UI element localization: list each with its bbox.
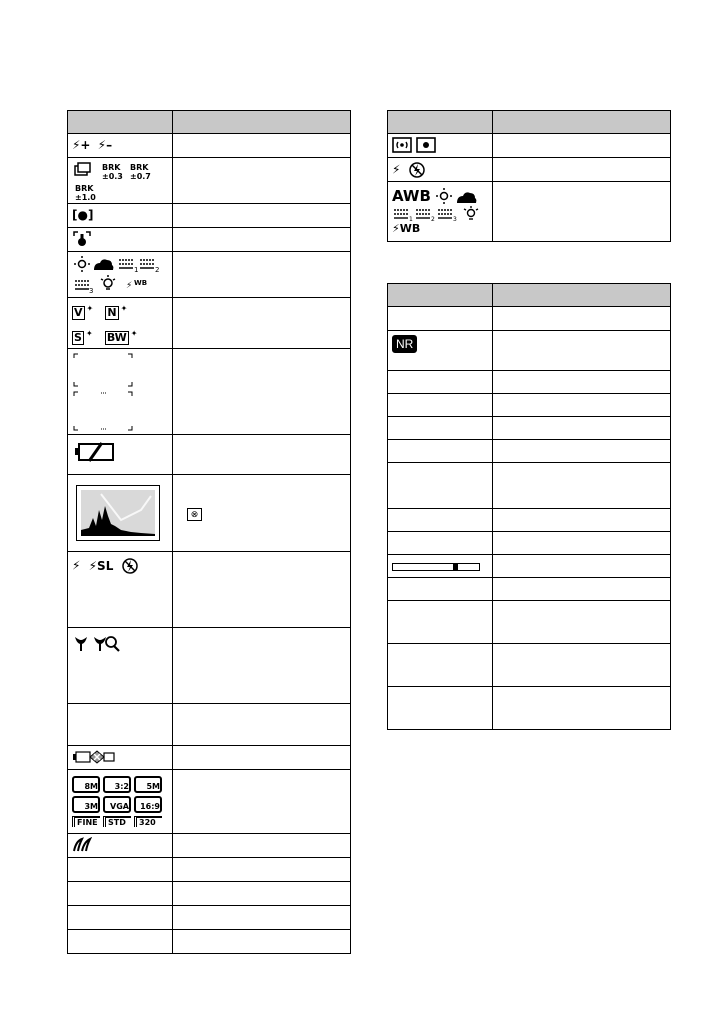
nr-desc: [493, 331, 671, 371]
row-flash-modes: [68, 552, 351, 628]
rb-row-12-icon: [388, 601, 493, 644]
row-battery: [68, 435, 351, 475]
battery-empty-icon: [78, 443, 114, 461]
rb-row-9: [388, 532, 671, 555]
size-32-icon: 3:2: [103, 776, 131, 793]
color-natural-icon: N: [107, 306, 117, 319]
empty-5-icon: [68, 930, 173, 954]
row-macro: [68, 628, 351, 704]
rb-row-11-desc: [493, 578, 671, 601]
rb-row-3-icon: [388, 371, 493, 394]
wb-flash-icon: ⚡WB: [392, 222, 421, 236]
face-detect-desc: [173, 204, 351, 228]
ev-bar-cell: [388, 555, 493, 578]
rb-row-4-icon: [388, 394, 493, 417]
rb-row-5: [388, 417, 671, 440]
svg-text:1: 1: [409, 215, 413, 222]
touch-focus-icon-cell: [68, 228, 173, 252]
histogram-icon: [76, 485, 160, 541]
rb-row-14-desc: [493, 687, 671, 730]
row-empty-1: [68, 704, 351, 746]
histogram-icon-cell: [68, 475, 173, 552]
white-balance-icons: [72, 255, 168, 295]
bracket-icon-cell: [68, 158, 173, 204]
row-color-mode: [68, 298, 351, 349]
af-frame-icon-cell: [68, 349, 173, 435]
movie-fine-icon: FINE: [72, 816, 100, 827]
svg-text:BRK: BRK: [75, 183, 94, 193]
flash-ev-desc: [173, 134, 351, 158]
rb-row-7-desc: [493, 463, 671, 509]
row-empty-3: [68, 882, 351, 906]
image-size-icon-cell: [68, 770, 173, 834]
rb-row-6-icon: [388, 440, 493, 463]
bracket-desc: [173, 158, 351, 204]
row-af-frame: [68, 349, 351, 435]
svg-text:2: 2: [431, 215, 435, 222]
rb-row-1-desc: [493, 307, 671, 331]
left-header-col2: [173, 111, 351, 134]
svg-text:WB: WB: [134, 278, 148, 287]
right-top-header-col1: [388, 111, 493, 134]
signature-icon: [72, 837, 92, 853]
svg-text:±1.0: ±1.0: [75, 192, 96, 201]
movie-std-icon: STD: [103, 816, 131, 827]
touch-focus-desc: [173, 228, 351, 252]
size-5m-icon: 5M: [134, 776, 162, 793]
exposure-bar-marker: [453, 563, 458, 571]
exposure-bar-icon: [392, 563, 480, 571]
rb-row-14: [388, 687, 671, 730]
row-face-detect: [68, 204, 351, 228]
left-header-col1: [68, 111, 173, 134]
metering-icon-cell: [388, 134, 493, 158]
empty-2-desc: [173, 858, 351, 882]
empty-5-desc: [173, 930, 351, 954]
bracket-icon: [72, 161, 168, 201]
rb-row-4-desc: [493, 394, 671, 417]
wb-desc: [493, 182, 671, 242]
flash-icon-cell: [388, 158, 493, 182]
flash-modes-desc: [173, 552, 351, 628]
rb-row-3-desc: [493, 371, 671, 394]
rb-row-13: [388, 644, 671, 687]
battery-warning-icon-cell: [68, 746, 173, 770]
svg-text:3: 3: [453, 215, 457, 222]
flash-ev-icon-cell: [68, 134, 173, 158]
rb-row-7: [388, 463, 671, 509]
image-size-desc: [173, 770, 351, 834]
rb-row-ev-bar: [388, 555, 671, 578]
rotate-desc: [173, 834, 351, 858]
size-8m-icon: 8M: [72, 776, 100, 793]
color-sepia-icon: S: [74, 331, 82, 344]
flash-off-icon: [122, 558, 138, 574]
flash-plus-icon: ⚡+: [72, 137, 91, 152]
rb-row-9-icon: [388, 532, 493, 555]
empty-4-desc: [173, 906, 351, 930]
color-mode-desc: [173, 298, 351, 349]
color-vivid-icon: V: [74, 306, 83, 319]
right-bottom-header-col1: [388, 284, 493, 307]
macro-desc: [173, 628, 351, 704]
left-table-header: [68, 111, 351, 134]
af-frame-desc: [173, 349, 351, 435]
rb-row-14-icon: [388, 687, 493, 730]
color-mode-icon-cell: V ✦ N ✦ S ✦ BW ✦: [68, 298, 173, 349]
battery-warning-desc: [173, 746, 351, 770]
svg-text:±0.3: ±0.3: [102, 171, 123, 181]
empty-2-icon: [68, 858, 173, 882]
row-wb: [388, 182, 671, 242]
metering-icons: [392, 137, 440, 153]
flash-off-icon: [409, 162, 425, 178]
awb-icon: AWB: [392, 187, 431, 206]
rb-row-4: [388, 394, 671, 417]
right-bottom-header: [388, 284, 671, 307]
row-image-size: [68, 770, 351, 834]
metering-desc: [493, 134, 671, 158]
flash-slow-sync-icon: ⚡SL: [88, 558, 114, 573]
rb-row-8-desc: [493, 509, 671, 532]
svg-text:⚡: ⚡: [126, 280, 133, 291]
rb-row-1: [388, 307, 671, 331]
svg-text:3: 3: [89, 286, 94, 295]
histogram-desc-cell: [173, 475, 351, 552]
battery-icon-cell: [68, 435, 173, 475]
svg-text:BRK: BRK: [102, 162, 121, 172]
rb-row-13-desc: [493, 644, 671, 687]
touch-focus-icon: [72, 230, 92, 248]
macro-icon-cell: [68, 628, 173, 704]
rotate-icon-cell: [68, 834, 173, 858]
right-top-header-col2: [493, 111, 671, 134]
noise-reduction-icon: NR: [392, 335, 417, 353]
row-flash: [388, 158, 671, 182]
empty-4-icon: [68, 906, 173, 930]
rb-row-12: [388, 601, 671, 644]
row-histogram: [68, 475, 351, 552]
rb-row-6-desc: [493, 440, 671, 463]
row-white-balance: [68, 252, 351, 298]
svg-text:1: 1: [134, 265, 139, 274]
row-empty-4: [68, 906, 351, 930]
rb-row-5-icon: [388, 417, 493, 440]
battery-desc: [173, 435, 351, 475]
rb-row-7-icon: [388, 463, 493, 509]
rb-row-1-icon: [388, 307, 493, 331]
rb-row-6: [388, 440, 671, 463]
flash-minus-icon: ⚡–: [97, 137, 113, 152]
rb-row-3: [388, 371, 671, 394]
row-bracket: [68, 158, 351, 204]
rb-row-11-icon: [388, 578, 493, 601]
ev-bar-desc: [493, 555, 671, 578]
right-top-indicator-table: [387, 110, 671, 242]
rb-row-8-icon: [388, 509, 493, 532]
rb-row-9-desc: [493, 532, 671, 555]
wb-icons-cell: [388, 182, 493, 242]
wb-icon-cell: [68, 252, 173, 298]
rb-row-12-desc: [493, 601, 671, 644]
rb-row-8: [388, 509, 671, 532]
svg-text:BRK: BRK: [130, 162, 149, 172]
row-rotate: [68, 834, 351, 858]
empty-3-icon: [68, 882, 173, 906]
empty-1-desc: [173, 704, 351, 746]
right-bottom-indicator-table: [387, 283, 671, 730]
right-top-header: [388, 111, 671, 134]
macro-icon: [72, 634, 122, 652]
histogram-warning-icon: ⊗: [187, 508, 202, 521]
color-bw-icon: BW: [106, 331, 127, 344]
battery-warning-icon: [72, 750, 116, 764]
movie-320-icon: 320: [134, 816, 162, 827]
rb-row-nr: [388, 331, 671, 371]
size-vga-icon: VGA: [103, 796, 131, 813]
left-indicator-table: [67, 110, 351, 954]
daylight-cloudy-icons: [435, 187, 479, 205]
right-bottom-header-col2: [493, 284, 671, 307]
fluorescent-incandescent-icons: [392, 206, 488, 222]
size-3m-icon: 3M: [72, 796, 100, 813]
flash-desc: [493, 158, 671, 182]
row-empty-5: [68, 930, 351, 954]
nr-icon-cell: [388, 331, 493, 371]
flash-on-icon: ⚡: [72, 558, 81, 573]
flash-modes-icon-cell: [68, 552, 173, 628]
rb-row-13-icon: [388, 644, 493, 687]
empty-3-desc: [173, 882, 351, 906]
af-frame-icon: [72, 352, 136, 432]
row-empty-2: [68, 858, 351, 882]
white-balance-desc: [173, 252, 351, 298]
row-battery-warning: [68, 746, 351, 770]
empty-1-icon-cell: [68, 704, 173, 746]
face-detect-icon: [●]: [68, 204, 173, 228]
flash-auto-icon: ⚡: [392, 162, 401, 176]
size-169-icon: 16:9: [134, 796, 162, 813]
rb-row-5-desc: [493, 417, 671, 440]
svg-text:2: 2: [155, 265, 160, 274]
rb-row-11: [388, 578, 671, 601]
svg-text:±0.7: ±0.7: [130, 171, 151, 181]
row-touch-focus: [68, 228, 351, 252]
row-flash-ev: [68, 134, 351, 158]
row-metering: [388, 134, 671, 158]
